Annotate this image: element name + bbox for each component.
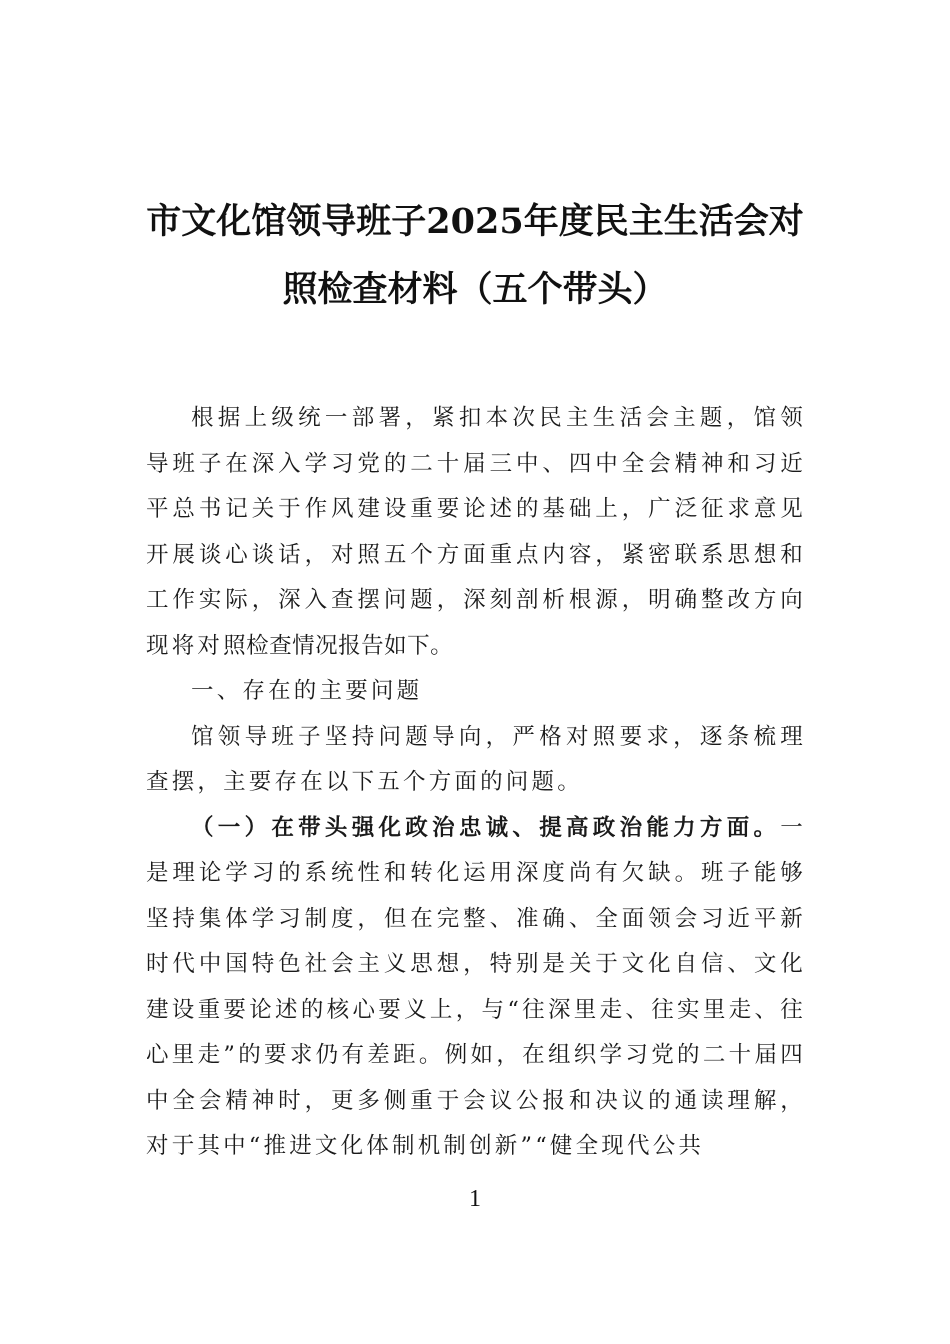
intro-text: 根据上级统一部署，紧扣本次民主生活会主题，馆领导班子在深入学习党的二十届三中、四中全会精神和习近平总书记关于作风建设重要论述的基础上，广泛征求意见开展谈心谈话，对照五个方面重点内容，紧密联系思想和工作实际，深入查摆问题，深刻剖析根源，明确整改方向现将对 <box>146 405 806 659</box>
item-1-paragraph <box>146 806 806 1170</box>
document-body <box>146 396 806 1170</box>
item-1-heading: （一）在带头强化政治忠诚、提高政治能力方面。 <box>191 814 781 841</box>
item-1-text: 一是理论学习的系统性和转化运用深度尚有欠缺。班子能够坚持集体学习制度，但在完整、准确、全面领会习近平新时代中国特色社会主义思想，特别是关于文化自信、文化建设重要论述的核心要义上，与“往深里走、往实里走、往心里走”的要求仍有差距。例如，在组织学习党的二十届四中全会精神时，更多侧重于会议公报和决议的通读理解，对于其中“推进文化体制机制创新”“健全现代公共 <box>146 814 806 1159</box>
document-title <box>100 188 850 324</box>
title-line-1: 市文化馆领导班子2025年度民主生活会对 <box>146 201 804 242</box>
intro-tail: 照检查情况报告如下。 <box>223 632 454 659</box>
section-heading-problems: 一、存在的主要问题 <box>191 678 423 704</box>
intro-paragraph <box>146 396 806 669</box>
section-intro-paragraph: 馆领导班子坚持问题导向，严格对照要求，逐条梳理查摆，主要存在以下五个方面的问题。 <box>146 723 806 795</box>
title-line-2: 照检查材料（五个带头） <box>282 269 668 310</box>
page-number: 1 <box>469 1186 481 1212</box>
